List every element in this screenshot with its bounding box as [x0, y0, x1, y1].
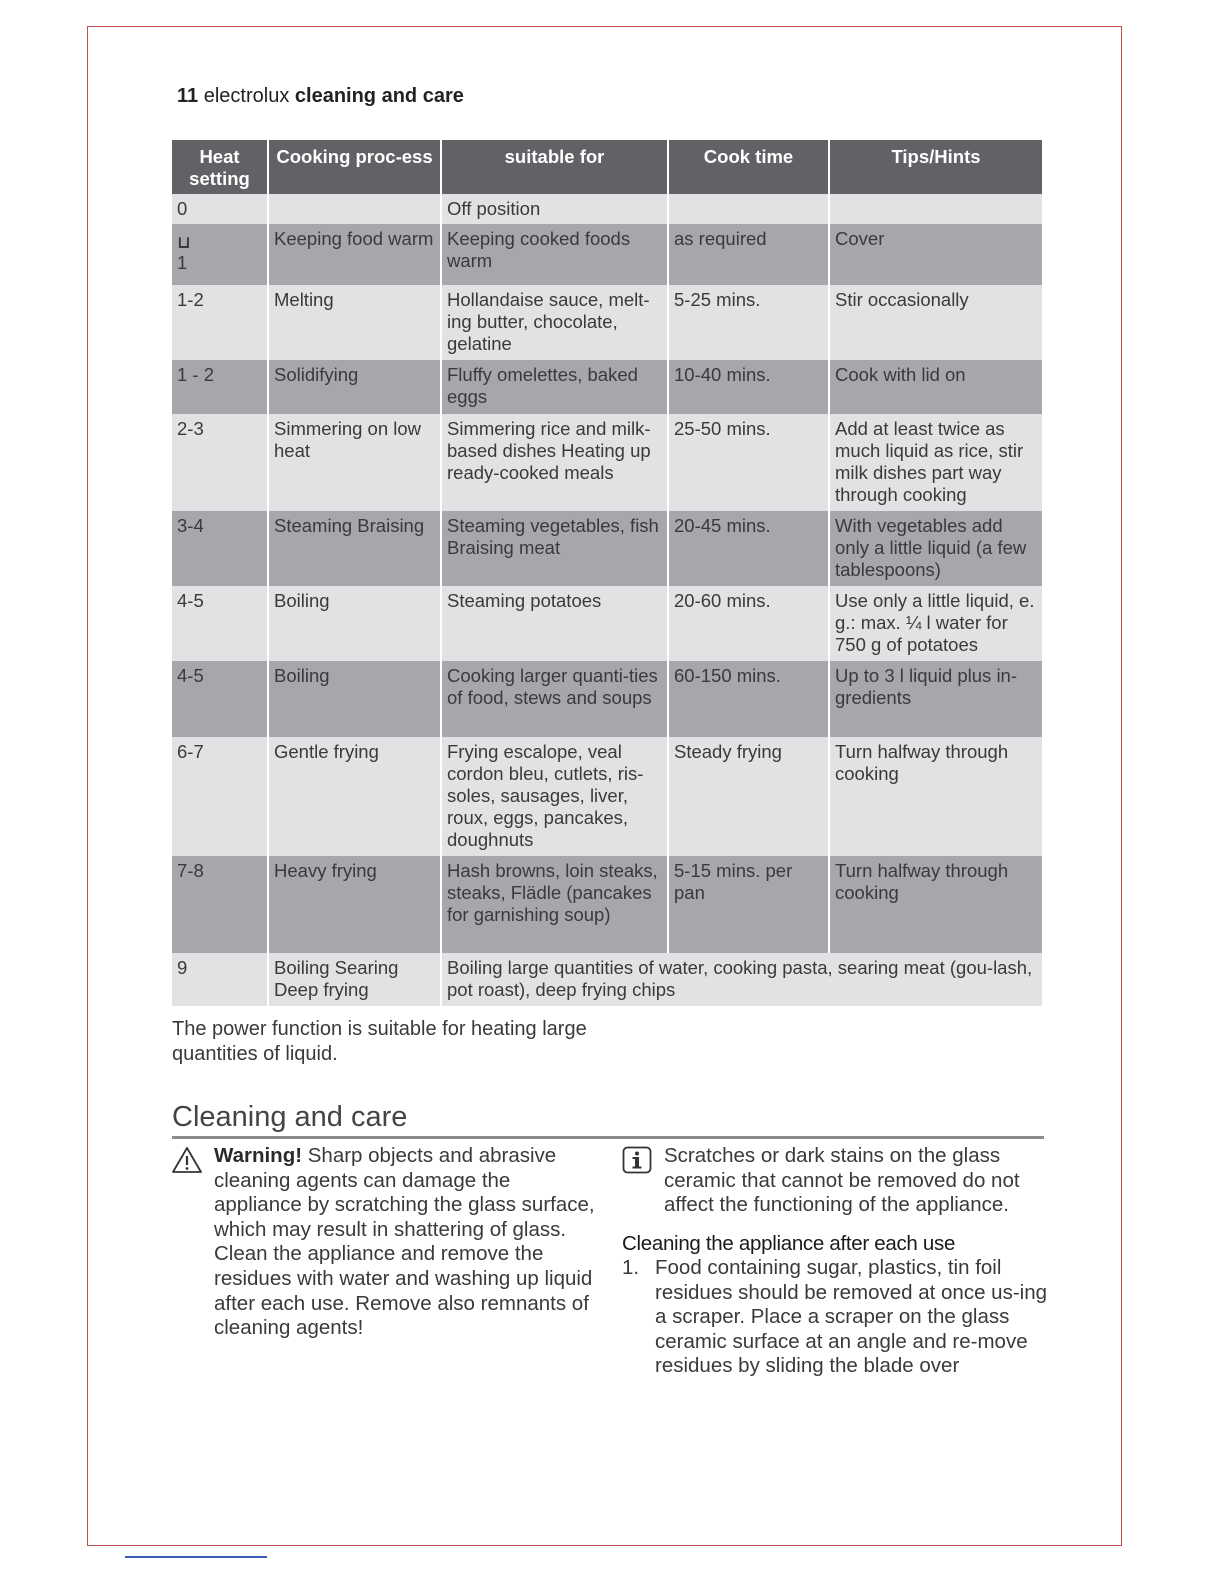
cell-suitable: Off position	[441, 194, 668, 224]
step-number: 1.	[622, 1256, 640, 1279]
cell-time: as required	[668, 224, 829, 285]
cell-suitable: Simmering rice and milk-based dishes Heating up ready-cooked meals	[441, 414, 668, 511]
cell-process: Heavy frying	[268, 856, 441, 953]
cell-suitable-wide: Boiling large quantities of water, cooking pasta, searing meat (gou-lash, pot roast), deep frying chips	[441, 953, 1042, 1006]
cell-process: Melting	[268, 285, 441, 360]
bottom-link-underline	[125, 1556, 267, 1558]
cell-process: Simmering on low heat	[268, 414, 441, 511]
cell-heat: 9	[172, 953, 268, 1006]
heat-settings-table	[172, 140, 1042, 1006]
col-header-process: Cooking proc-ess	[268, 140, 441, 194]
table-row	[172, 511, 1042, 586]
table-header-row	[172, 140, 1042, 194]
cell-suitable: Steaming vegetables, fish Braising meat	[441, 511, 668, 586]
cell-process: Boiling	[268, 661, 441, 737]
power-function-note: The power function is suitable for heating large quantities of liquid.	[172, 1018, 587, 1065]
step-text: Food containing sugar, plastics, tin foil residues should be removed at once us-ing a scraper. Place a scraper on the glass ceramic surface at an angle and re-move residues by sliding the blade over	[655, 1256, 1048, 1378]
cell-suitable: Hash browns, loin steaks, steaks, Flädle (pancakes for garnishing soup)	[441, 856, 668, 953]
table-row	[172, 737, 1042, 856]
warning-text-block	[214, 1144, 599, 1341]
warning-icon	[171, 1146, 203, 1174]
cell-heat: 0	[172, 194, 268, 224]
cell-heat: 2-3	[172, 414, 268, 511]
cell-heat: 7-8	[172, 856, 268, 953]
cell-tips: Cook with lid on	[829, 360, 1042, 414]
cell-tips: Up to 3 l liquid plus in-gredients	[829, 661, 1042, 737]
subsection-title: Cleaning the appliance after each use	[622, 1232, 956, 1255]
table-row	[172, 953, 1042, 1006]
table-row	[172, 661, 1042, 737]
cell-time: 25-50 mins.	[668, 414, 829, 511]
cell-heat: 6-7	[172, 737, 268, 856]
cell-time: 20-45 mins.	[668, 511, 829, 586]
cell-heat-value: 1	[177, 252, 188, 273]
cell-suitable: Cooking larger quanti-ties of food, stews and soups	[441, 661, 668, 737]
cell-heat: 3-4	[172, 511, 268, 586]
table-row	[172, 414, 1042, 511]
section-divider	[172, 1136, 1044, 1139]
table-row	[172, 586, 1042, 661]
table-row	[172, 856, 1042, 953]
cell-tips: Turn halfway through cooking	[829, 737, 1042, 856]
cell-heat	[172, 224, 268, 285]
table-row	[172, 285, 1042, 360]
cell-suitable: Keeping cooked foods warm	[441, 224, 668, 285]
cell-time	[668, 194, 829, 224]
cell-process	[268, 194, 441, 224]
cell-suitable: Frying escalope, veal cordon bleu, cutlets, ris-soles, sausages, liver, roux, eggs, pancakes, doughnuts	[441, 737, 668, 856]
cell-time: 5-25 mins.	[668, 285, 829, 360]
cell-time: Steady frying	[668, 737, 829, 856]
info-text: Scratches or dark stains on the glass ceramic that cannot be removed do not affect the functioning of the appliance.	[664, 1144, 1020, 1217]
page-number: 11	[177, 85, 199, 107]
cell-tips: Add at least twice as much liquid as rice, stir milk dishes part way through cooking	[829, 414, 1042, 511]
cell-suitable: Hollandaise sauce, melt-ing butter, chocolate, gelatine	[441, 285, 668, 360]
cell-suitable: Steaming potatoes	[441, 586, 668, 661]
col-header-tips: Tips/Hints	[829, 140, 1042, 194]
cell-time: 20-60 mins.	[668, 586, 829, 661]
cell-process: Steaming Braising	[268, 511, 441, 586]
cell-time: 5-15 mins. per pan	[668, 856, 829, 953]
page-header	[177, 85, 464, 108]
cell-suitable: Fluffy omelettes, baked eggs	[441, 360, 668, 414]
col-header-time: Cook time	[668, 140, 829, 194]
cell-process: Boiling	[268, 586, 441, 661]
brand-name: electrolux	[203, 85, 290, 107]
cell-tips: Stir occasionally	[829, 285, 1042, 360]
cell-process: Boiling Searing Deep frying	[268, 953, 441, 1006]
section-title: Cleaning and care	[172, 1101, 408, 1133]
cell-process: Gentle frying	[268, 737, 441, 856]
cell-tips: Use only a little liquid, e. g.: max. ¼ l water for 750 g of potatoes	[829, 586, 1042, 661]
cell-heat: 1 - 2	[172, 360, 268, 414]
section-name: cleaning and care	[294, 85, 464, 107]
table-row	[172, 360, 1042, 414]
table-row	[172, 224, 1042, 285]
info-icon	[622, 1146, 652, 1174]
cell-tips	[829, 194, 1042, 224]
cell-heat: 4-5	[172, 586, 268, 661]
cell-time: 10-40 mins.	[668, 360, 829, 414]
warning-label: Warning!	[214, 1144, 303, 1167]
cell-tips: Turn halfway through cooking	[829, 856, 1042, 953]
col-header-heat: Heat setting	[172, 140, 268, 194]
cell-process: Keeping food warm	[268, 224, 441, 285]
cell-heat: 1-2	[172, 285, 268, 360]
col-header-suitable: suitable for	[441, 140, 668, 194]
keep-warm-icon: ⊔	[177, 233, 191, 252]
cell-heat: 4-5	[172, 661, 268, 737]
table-row	[172, 194, 1042, 224]
cell-tips: With vegetables add only a little liquid (a few tablespoons)	[829, 511, 1042, 586]
cell-tips: Cover	[829, 224, 1042, 285]
warning-text: Sharp objects and abrasive cleaning agents can damage the appliance by scratching the glass surface, which may result in shattering of glass. Clean the appliance and remove the residues with water and washing up liquid after each use. Remove also remnants of cleaning agents!	[214, 1144, 595, 1340]
cell-time: 60-150 mins.	[668, 661, 829, 737]
cell-process: Solidifying	[268, 360, 441, 414]
